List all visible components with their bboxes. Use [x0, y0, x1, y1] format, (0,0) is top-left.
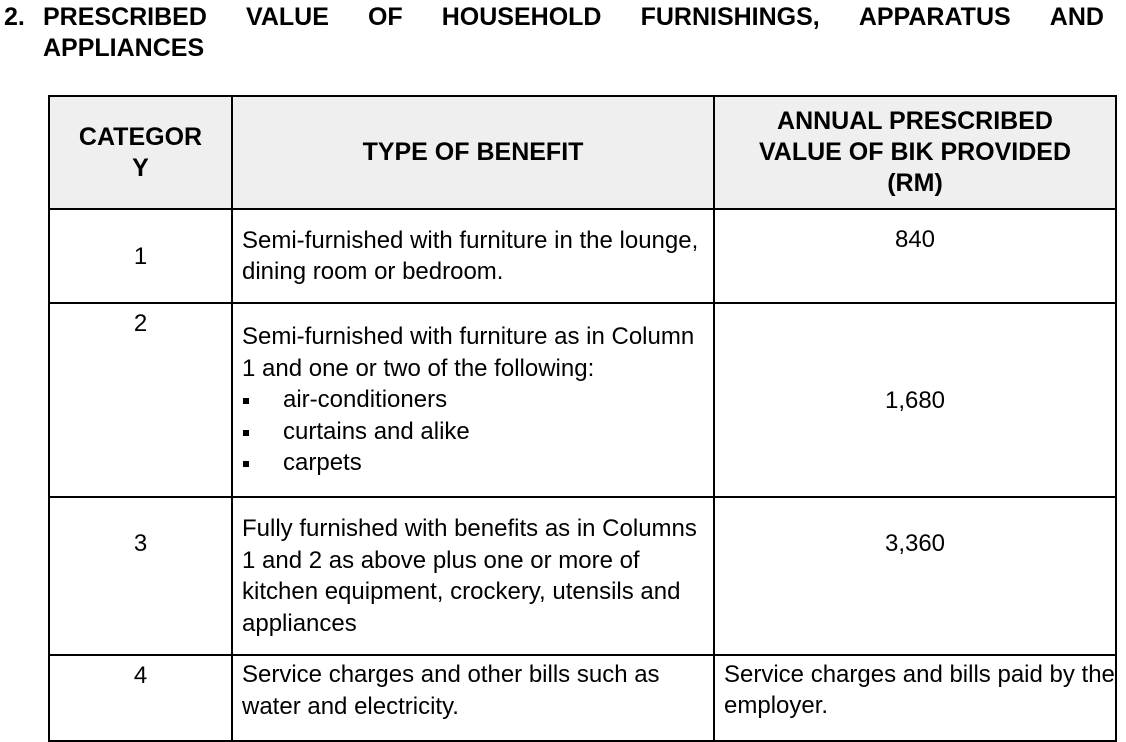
section-title — [43, 2, 1104, 64]
row-benefit-text: Semi-furnished with furniture as in Column 1 and one or two of the following: — [242, 323, 695, 382]
option-label: carpets — [283, 449, 362, 477]
row-category: 4 — [49, 655, 232, 741]
title-word: PRESCRIBED — [43, 3, 207, 31]
title-word: VALUE — [246, 3, 329, 31]
row-category: 1 — [49, 209, 232, 303]
title-word: APPARATUS — [858, 3, 1011, 31]
title-word: AND — [1049, 3, 1104, 31]
bullet-icon — [243, 461, 249, 467]
list-item — [242, 384, 713, 416]
header-category-line2: Y — [132, 153, 149, 182]
table-row — [49, 497, 1116, 655]
title-word: FURNISHINGS, — [640, 3, 820, 31]
list-item — [242, 447, 713, 479]
benefit-options-list — [242, 384, 713, 479]
section-heading — [4, 2, 1104, 64]
header-value-line2: VALUE OF BIK PROVIDED — [758, 138, 1072, 166]
row-value: 3,360 — [714, 497, 1116, 655]
row-value: Service charges and bills paid by the employer. — [714, 655, 1116, 741]
option-label: air-conditioners — [283, 386, 448, 414]
bullet-icon — [243, 430, 249, 436]
row-benefit: Semi-furnished with furniture in the lounge, dining room or bedroom. — [232, 209, 714, 303]
option-label: curtains and alike — [283, 417, 470, 445]
header-value-line1: ANNUAL PRESCRIBED — [777, 107, 1053, 135]
table-row — [49, 303, 1116, 497]
table-header-row — [49, 96, 1116, 209]
table-row — [49, 655, 1116, 741]
table-row — [49, 209, 1116, 303]
header-category-line1: CATEGOR — [78, 122, 203, 151]
row-benefit: Fully furnished with benefits as in Columns 1 and 2 as above plus one or more of kitchen equipment, crockery, utensils and appliances — [232, 497, 714, 655]
title-word: HOUSEHOLD — [441, 3, 602, 31]
header-type-of-benefit: TYPE OF BENEFIT — [232, 96, 714, 209]
title-word: OF — [367, 3, 403, 31]
row-benefit — [232, 303, 714, 497]
row-category: 3 — [49, 497, 232, 655]
section-title-line1 — [43, 2, 1104, 33]
row-category: 2 — [49, 303, 232, 497]
header-annual-value — [714, 96, 1116, 209]
list-item — [242, 416, 713, 448]
section-number: 2. — [4, 3, 25, 31]
bullet-icon — [243, 398, 249, 404]
row-value: 1,680 — [714, 303, 1116, 497]
row-benefit: Service charges and other bills such as water and electricity. — [232, 655, 714, 741]
row-value: 840 — [714, 209, 1116, 303]
header-value-line3: (RM) — [887, 169, 943, 197]
section-title-line2: APPLIANCES — [43, 34, 205, 62]
prescribed-value-table — [48, 95, 1117, 742]
header-category — [49, 96, 232, 209]
